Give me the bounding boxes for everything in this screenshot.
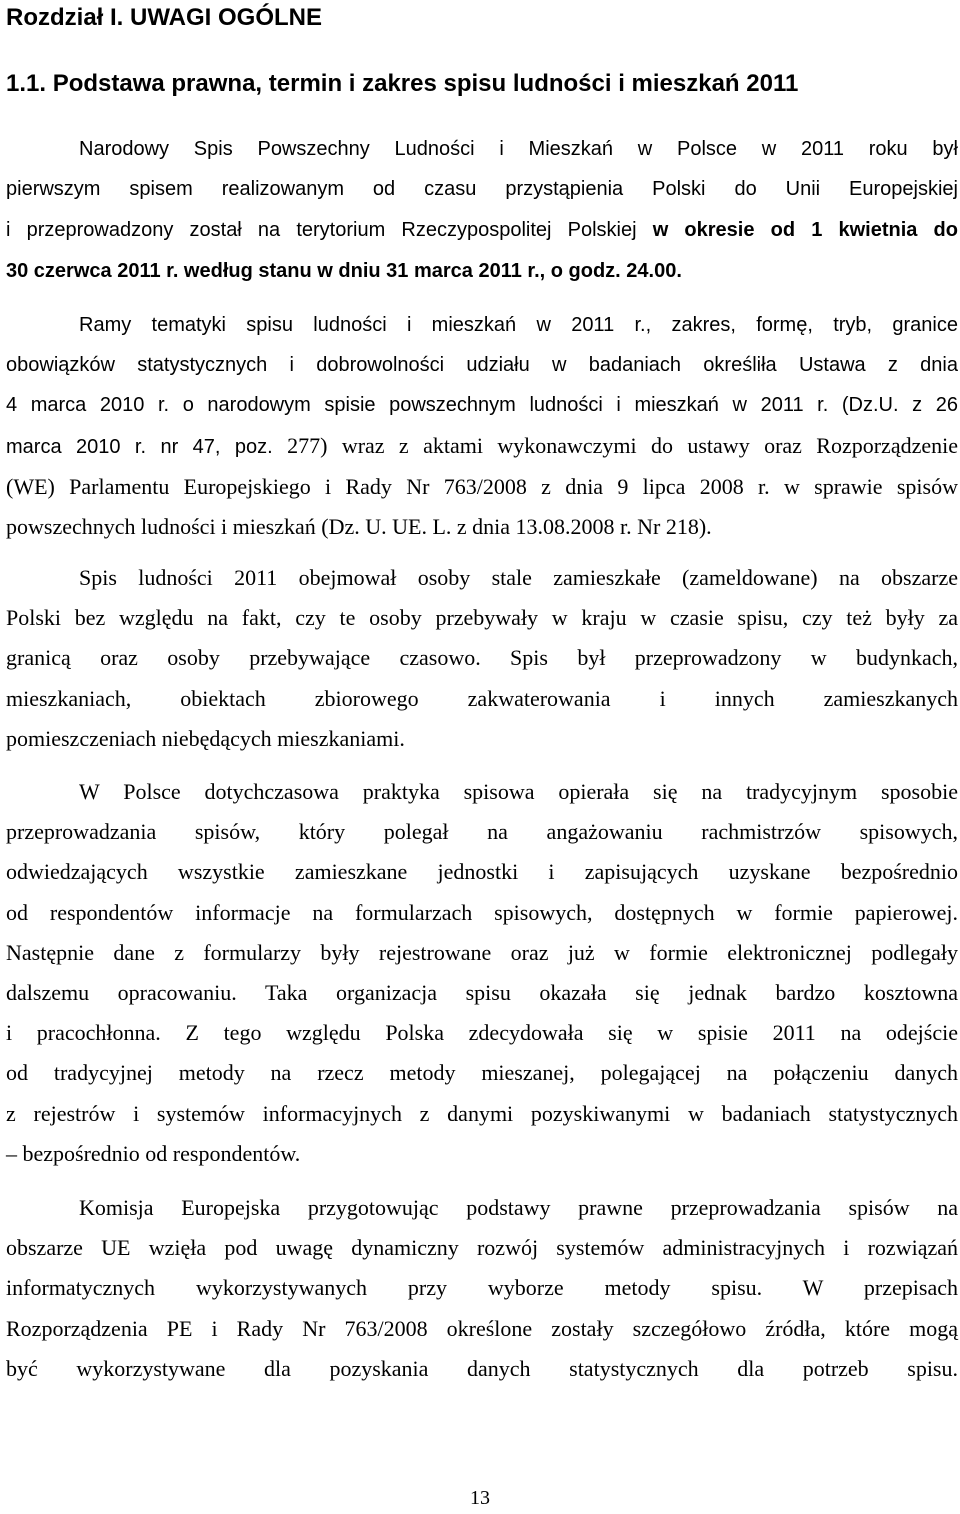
page-number: 13 bbox=[470, 1487, 490, 1509]
paragraph-line: być wykorzystywane dla pozyskania danych statystycznych dla potrzeb spisu. bbox=[6, 1355, 958, 1381]
paragraph-legal-basis bbox=[6, 128, 958, 291]
paragraph-scope bbox=[6, 304, 958, 547]
paragraph-line: (WE) Parlamentu Europejskiego i Rady Nr 763/2008 z dnia 9 lipca 2008 r. w sprawie spisów bbox=[6, 473, 958, 499]
section-heading: 1.1. Podstawa prawna, termin i zakres spisu ludności i mieszkań 2011 bbox=[6, 70, 799, 97]
paragraph-line bbox=[6, 558, 958, 598]
paragraph-line: powszechnych ludności i mieszkań (Dz. U. UE. L. z dnia 13.08.2008 r. Nr 218). bbox=[6, 514, 712, 540]
paragraph-text: Narodowy Spis Powszechny Ludności i Mieszkań w Polsce w 2011 roku był bbox=[79, 138, 958, 160]
census-reference-date: 30 czerwca 2011 r. według stanu w dniu 31 marca 2011 r., o godz. 24.00. bbox=[6, 259, 682, 282]
paragraph-line: obowiązków statystycznych i dobrowolności udziału w badaniach określiła Ustawa z dnia bbox=[6, 354, 958, 377]
paragraph-line bbox=[6, 304, 958, 345]
paragraph-line: 4 marca 2010 r. o narodowym spisie powszechnym ludności i mieszkań w 2011 r. (Dz.U. z 26 bbox=[6, 394, 958, 417]
paragraph-line bbox=[6, 1188, 958, 1228]
paragraph-european-commission bbox=[6, 1188, 958, 1389]
paragraph-text: 277) wraz z aktami wykonawczymi do ustawy oraz Rozporządzenie bbox=[272, 432, 958, 458]
paragraph-line bbox=[6, 426, 958, 467]
paragraph-line: informatycznych wykorzystywanych przy wyborze metody spisu. W przepisach bbox=[6, 1275, 958, 1301]
paragraph-text: , zakres, formę, tryb, granice bbox=[645, 314, 958, 336]
paragraph-text: W Polsce dotychczasowa praktyka spisowa opierała się na tradycyjnym sposobie bbox=[79, 779, 958, 804]
census-period-text: w okresie od 1 kwietnia do bbox=[652, 219, 958, 242]
paragraph-line: odwiedzających wszystkie zamieszkane jednostki i zapisujących uzyskane bezpośrednio bbox=[6, 859, 958, 885]
paragraph-line: dalszemu opracowaniu. Taka organizacja spisu okazała się jednak bardzo kosztowna bbox=[6, 980, 958, 1006]
paragraph-line: Polski bez względu na fakt, czy te osoby przebywały w kraju w czasie spisu, czy też były za bbox=[6, 605, 958, 631]
paragraph-census-method bbox=[6, 772, 958, 1174]
paragraph-line bbox=[6, 128, 958, 169]
paragraph-line: i pracochłonna. Z tego względu Polska zdecydowała się w spisie 2011 na odejście bbox=[6, 1020, 958, 1046]
paragraph-text: marca 2010 r. nr 47, poz. bbox=[6, 435, 273, 458]
paragraph-text: Komisja Europejska przygotowując podstawy prawne przeprowadzania spisów na bbox=[79, 1195, 958, 1220]
paragraph-line: obszarze UE wzięła pod uwagę dynamiczny rozwój systemów administracyjnych i rozwiązań bbox=[6, 1235, 958, 1261]
paragraph-line: przeprowadzania spisów, który polegał na angażowaniu rachmistrzów spisowych, bbox=[6, 819, 958, 845]
paragraph-text: Ramy tematyki spisu ludności i mieszkań w 2011 r. bbox=[79, 314, 646, 336]
paragraph-line: mieszkaniach, obiektach zbiorowego zakwaterowania i innych zamieszkanych bbox=[6, 685, 958, 711]
chapter-heading: Rozdział I. UWAGI OGÓLNE bbox=[6, 4, 323, 31]
paragraph-text: i przeprowadzony został na terytorium Rzeczypospolitej Polskiej bbox=[6, 219, 653, 242]
paragraph-line: – bezpośrednio od respondentów. bbox=[6, 1140, 301, 1166]
paragraph-line: granicą oraz osoby przebywające czasowo. Spis był przeprowadzony w budynkach, bbox=[6, 645, 958, 671]
paragraph-line: od respondentów informacje na formularzach spisowych, dostępnych w formie papierowej. bbox=[6, 899, 958, 925]
paragraph-line: pomieszczeniach niebędących mieszkaniami. bbox=[6, 725, 405, 751]
paragraph-line bbox=[6, 209, 958, 250]
paragraph-line: od tradycyjnej metody na rzecz metody mieszanej, polegającej na połączeniu danych bbox=[6, 1060, 958, 1086]
paragraph-line: z rejestrów i systemów informacyjnych z danymi pozyskiwanymi w badaniach statystycznych bbox=[6, 1100, 958, 1126]
paragraph-line: Następnie dane z formularzy były rejestrowane oraz już w formie elektronicznej podlegały bbox=[6, 939, 958, 965]
paragraph-line: Rozporządzenia PE i Rady Nr 763/2008 określone zostały szczegółowo źródła, które mogą bbox=[6, 1315, 958, 1341]
paragraph-population-coverage bbox=[6, 558, 958, 759]
paragraph-text: Spis ludności 2011 obejmował osoby stale zamieszkałe (zameldowane) na obszarze bbox=[79, 565, 958, 590]
paragraph-line bbox=[6, 772, 958, 812]
paragraph-line: pierwszym spisem realizowanym od czasu przystąpienia Polski do Unii Europejskiej bbox=[6, 178, 958, 201]
